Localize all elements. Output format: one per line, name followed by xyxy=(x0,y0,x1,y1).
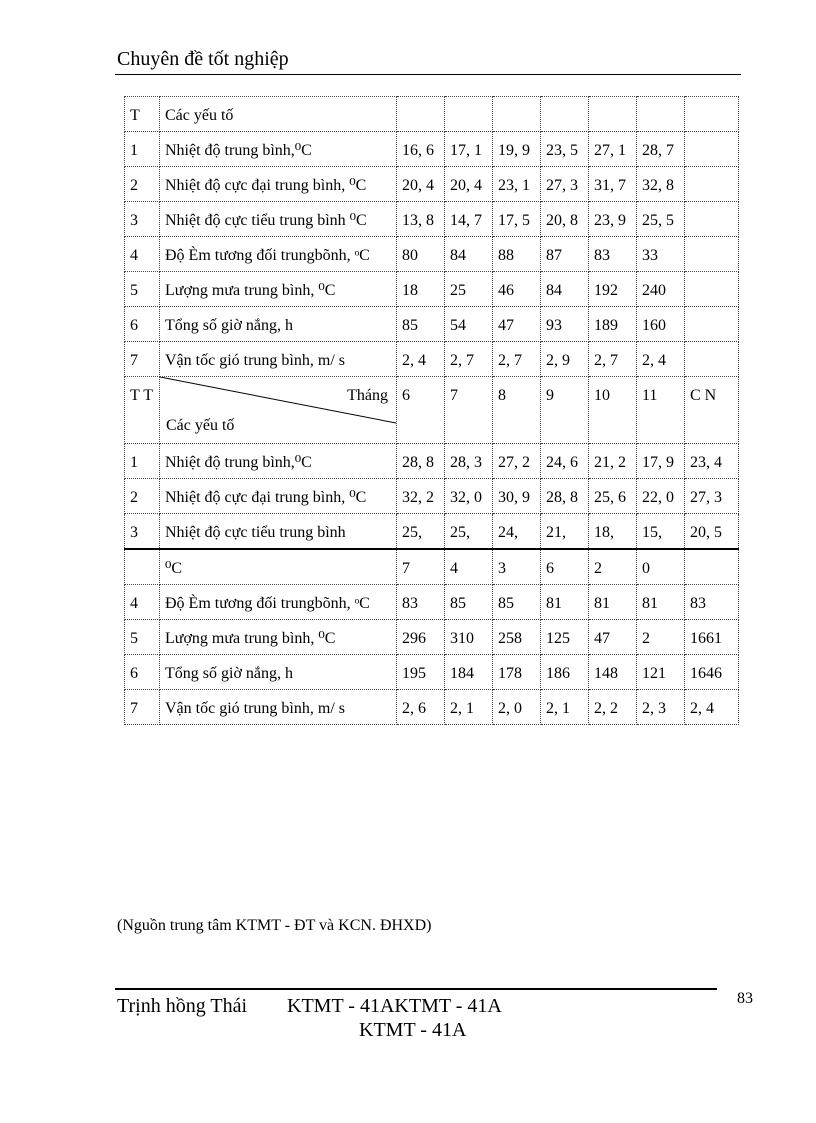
row-number-cell: 7 xyxy=(125,342,160,377)
value-cell: 2, 7 xyxy=(493,342,541,377)
table-header-row-2 xyxy=(125,377,739,444)
value-cell: 17, 9 xyxy=(637,444,685,479)
value-cell: 83 xyxy=(589,237,637,272)
row-number-cell: 4 xyxy=(125,585,160,620)
value-cell: 2, 1 xyxy=(541,690,589,725)
value-cell: 178 xyxy=(493,655,541,690)
value-cell: 87 xyxy=(541,237,589,272)
value-cell: 93 xyxy=(541,307,589,342)
value-cell: 2, 6 xyxy=(397,690,445,725)
row-number-cell: 6 xyxy=(125,307,160,342)
row-factor-cell: Nhiệt độ cực tiểu trung bình xyxy=(160,514,397,550)
month-header-cell: 7 xyxy=(445,377,493,444)
value-cell: 15, xyxy=(637,514,685,550)
value-cell: 47 xyxy=(493,307,541,342)
row-factor-cell: Vận tốc gió trung bình, m/ s xyxy=(160,342,397,377)
value-cell: 54 xyxy=(445,307,493,342)
row-number-cell: 3 xyxy=(125,514,160,550)
value-cell: 32, 8 xyxy=(637,167,685,202)
value-cell: 31, 7 xyxy=(589,167,637,202)
row-factor-cell: Lượng mưa trung bình, ⁰C xyxy=(160,620,397,655)
value-cell: 28, 8 xyxy=(541,479,589,514)
value-cell xyxy=(685,167,739,202)
header-tt-cell: T xyxy=(125,97,160,132)
value-cell: 23, 1 xyxy=(493,167,541,202)
value-cell: 310 xyxy=(445,620,493,655)
value-cell: 20, 5 xyxy=(685,514,739,550)
value-cell: 25, 5 xyxy=(637,202,685,237)
value-cell: 83 xyxy=(685,585,739,620)
row-factor-cell: Tổng số giờ nắng, h xyxy=(160,655,397,690)
row-number-cell: 1 xyxy=(125,132,160,167)
value-cell xyxy=(685,132,739,167)
footer-class-line1: KTMT - 41AKTMT - 41A xyxy=(287,995,502,1017)
row-factor-cell: Lượng mưa trung bình, ⁰C xyxy=(160,272,397,307)
value-cell: 85 xyxy=(493,585,541,620)
value-cell: 18, xyxy=(589,514,637,550)
value-cell: 22, 0 xyxy=(637,479,685,514)
row-number-cell: 6 xyxy=(125,655,160,690)
value-cell: 0 xyxy=(637,549,685,585)
value-cell: 2, 4 xyxy=(685,690,739,725)
header-tt-cell: T T xyxy=(125,377,160,444)
value-cell: 88 xyxy=(493,237,541,272)
value-cell: 47 xyxy=(589,620,637,655)
value-cell: 258 xyxy=(493,620,541,655)
header-month-cell xyxy=(637,97,685,132)
value-cell: 24, xyxy=(493,514,541,550)
value-cell: 2, 4 xyxy=(637,342,685,377)
row-number-cell: 2 xyxy=(125,167,160,202)
table-row xyxy=(125,549,739,585)
row-factor-cell: Tổng số giờ nắng, h xyxy=(160,307,397,342)
value-cell: 25 xyxy=(445,272,493,307)
value-cell: 184 xyxy=(445,655,493,690)
month-header-cell: 11 xyxy=(637,377,685,444)
row-number-cell: 4 xyxy=(125,237,160,272)
value-cell: 28, 8 xyxy=(397,444,445,479)
value-cell: 240 xyxy=(637,272,685,307)
value-cell: 2 xyxy=(589,549,637,585)
table-row xyxy=(125,237,739,272)
value-cell: 125 xyxy=(541,620,589,655)
table-row xyxy=(125,585,739,620)
value-cell: 30, 9 xyxy=(493,479,541,514)
value-cell: 28, 7 xyxy=(637,132,685,167)
value-cell: 23, 5 xyxy=(541,132,589,167)
value-cell: 20, 4 xyxy=(397,167,445,202)
value-cell: 21, xyxy=(541,514,589,550)
table-row xyxy=(125,655,739,690)
value-cell: 32, 0 xyxy=(445,479,493,514)
table-header-row xyxy=(125,97,739,132)
value-cell: 160 xyxy=(637,307,685,342)
value-cell: 17, 5 xyxy=(493,202,541,237)
value-cell: 46 xyxy=(493,272,541,307)
row-number-cell: 7 xyxy=(125,690,160,725)
value-cell: 85 xyxy=(397,307,445,342)
row-factor-cell: Độ Èm tương đối trungbõnh, ᵒC xyxy=(160,237,397,272)
value-cell: 81 xyxy=(637,585,685,620)
value-cell: 28, 3 xyxy=(445,444,493,479)
row-factor-cell: Vận tốc gió trung bình, m/ s xyxy=(160,690,397,725)
value-cell: 6 xyxy=(541,549,589,585)
table-row xyxy=(125,514,739,550)
value-cell: 27, 3 xyxy=(685,479,739,514)
table-row xyxy=(125,690,739,725)
value-cell: 148 xyxy=(589,655,637,690)
value-cell: 21, 2 xyxy=(589,444,637,479)
value-cell: 84 xyxy=(445,237,493,272)
table-row xyxy=(125,132,739,167)
value-cell: 25, 6 xyxy=(589,479,637,514)
month-header-cell: 9 xyxy=(541,377,589,444)
value-cell: 14, 7 xyxy=(445,202,493,237)
value-cell: 2, 4 xyxy=(397,342,445,377)
climate-table-body xyxy=(125,97,739,725)
header-month-cell xyxy=(541,97,589,132)
table-row xyxy=(125,307,739,342)
value-cell: 2, 1 xyxy=(445,690,493,725)
table-row xyxy=(125,202,739,237)
row-factor-cell: Nhiệt độ cực đại trung bình, ⁰C xyxy=(160,479,397,514)
row-number-cell: 3 xyxy=(125,202,160,237)
value-cell: 7 xyxy=(397,549,445,585)
header-month-cell xyxy=(685,97,739,132)
factor-label: Các yếu tố xyxy=(166,417,235,434)
row-factor-cell: Nhiệt độ cực đại trung bình, ⁰C xyxy=(160,167,397,202)
table-row xyxy=(125,272,739,307)
value-cell: 27, 2 xyxy=(493,444,541,479)
value-cell: 24, 6 xyxy=(541,444,589,479)
value-cell: 85 xyxy=(445,585,493,620)
value-cell: 25, xyxy=(397,514,445,550)
month-label: Tháng xyxy=(347,387,388,404)
value-cell: 4 xyxy=(445,549,493,585)
value-cell: 32, 2 xyxy=(397,479,445,514)
row-number-cell: 1 xyxy=(125,444,160,479)
value-cell: 296 xyxy=(397,620,445,655)
value-cell: 23, 4 xyxy=(685,444,739,479)
row-number-cell: 5 xyxy=(125,272,160,307)
value-cell: 2 xyxy=(637,620,685,655)
row-factor-cell: ⁰C xyxy=(160,549,397,585)
header-month-cell xyxy=(493,97,541,132)
row-number-cell xyxy=(125,549,160,585)
value-cell: 20, 4 xyxy=(445,167,493,202)
value-cell xyxy=(685,342,739,377)
table-row xyxy=(125,167,739,202)
value-cell: 80 xyxy=(397,237,445,272)
header-divider xyxy=(115,74,741,75)
value-cell: 189 xyxy=(589,307,637,342)
row-factor-cell: Nhiệt độ cực tiểu trung bình ⁰C xyxy=(160,202,397,237)
value-cell: 2, 0 xyxy=(493,690,541,725)
value-cell: 2, 3 xyxy=(637,690,685,725)
value-cell: 23, 9 xyxy=(589,202,637,237)
header-month-cell xyxy=(589,97,637,132)
page-header-title: Chuyên đề tốt nghiệp xyxy=(117,48,289,70)
value-cell: 83 xyxy=(397,585,445,620)
value-cell xyxy=(685,202,739,237)
row-factor-cell: Nhiệt độ trung bình,⁰C xyxy=(160,444,397,479)
footer-divider xyxy=(115,988,717,990)
page-number: 83 xyxy=(737,990,753,1007)
value-cell: 3 xyxy=(493,549,541,585)
value-cell: 25, xyxy=(445,514,493,550)
row-factor-cell: Nhiệt độ trung bình,⁰C xyxy=(160,132,397,167)
footer-class-line2: KTMT - 41A xyxy=(359,1019,467,1041)
value-cell: 2, 2 xyxy=(589,690,637,725)
value-cell: 20, 8 xyxy=(541,202,589,237)
value-cell: 33 xyxy=(637,237,685,272)
table-row xyxy=(125,444,739,479)
value-cell: 192 xyxy=(589,272,637,307)
value-cell: 195 xyxy=(397,655,445,690)
value-cell: 81 xyxy=(541,585,589,620)
value-cell xyxy=(685,549,739,585)
source-note: (Nguồn trung tâm KTMT - ĐT và KCN. ĐHXD) xyxy=(117,917,432,934)
value-cell: 2, 7 xyxy=(589,342,637,377)
value-cell: 27, 1 xyxy=(589,132,637,167)
month-header-cell: 10 xyxy=(589,377,637,444)
value-cell: 2, 9 xyxy=(541,342,589,377)
value-cell: 81 xyxy=(589,585,637,620)
month-header-cell: 8 xyxy=(493,377,541,444)
value-cell: 27, 3 xyxy=(541,167,589,202)
row-number-cell: 5 xyxy=(125,620,160,655)
table-row xyxy=(125,342,739,377)
value-cell xyxy=(685,307,739,342)
month-header-cell: 6 xyxy=(397,377,445,444)
month-header-cell: C N xyxy=(685,377,739,444)
value-cell: 19, 9 xyxy=(493,132,541,167)
footer-author: Trịnh hồng Thái xyxy=(117,995,248,1017)
value-cell: 13, 8 xyxy=(397,202,445,237)
value-cell: 2, 7 xyxy=(445,342,493,377)
value-cell: 16, 6 xyxy=(397,132,445,167)
table-row xyxy=(125,620,739,655)
value-cell: 1661 xyxy=(685,620,739,655)
header-month-cell xyxy=(445,97,493,132)
value-cell xyxy=(685,272,739,307)
value-cell: 84 xyxy=(541,272,589,307)
climate-table xyxy=(124,96,739,725)
header-factor-cell: Các yếu tố xyxy=(160,97,397,132)
diagonal-header-cell xyxy=(160,377,397,444)
row-factor-cell: Độ Èm tương đối trungbõnh, ᵒC xyxy=(160,585,397,620)
table-row xyxy=(125,479,739,514)
value-cell: 18 xyxy=(397,272,445,307)
row-number-cell: 2 xyxy=(125,479,160,514)
value-cell xyxy=(685,237,739,272)
value-cell: 121 xyxy=(637,655,685,690)
value-cell: 1646 xyxy=(685,655,739,690)
value-cell: 186 xyxy=(541,655,589,690)
header-month-cell xyxy=(397,97,445,132)
value-cell: 17, 1 xyxy=(445,132,493,167)
